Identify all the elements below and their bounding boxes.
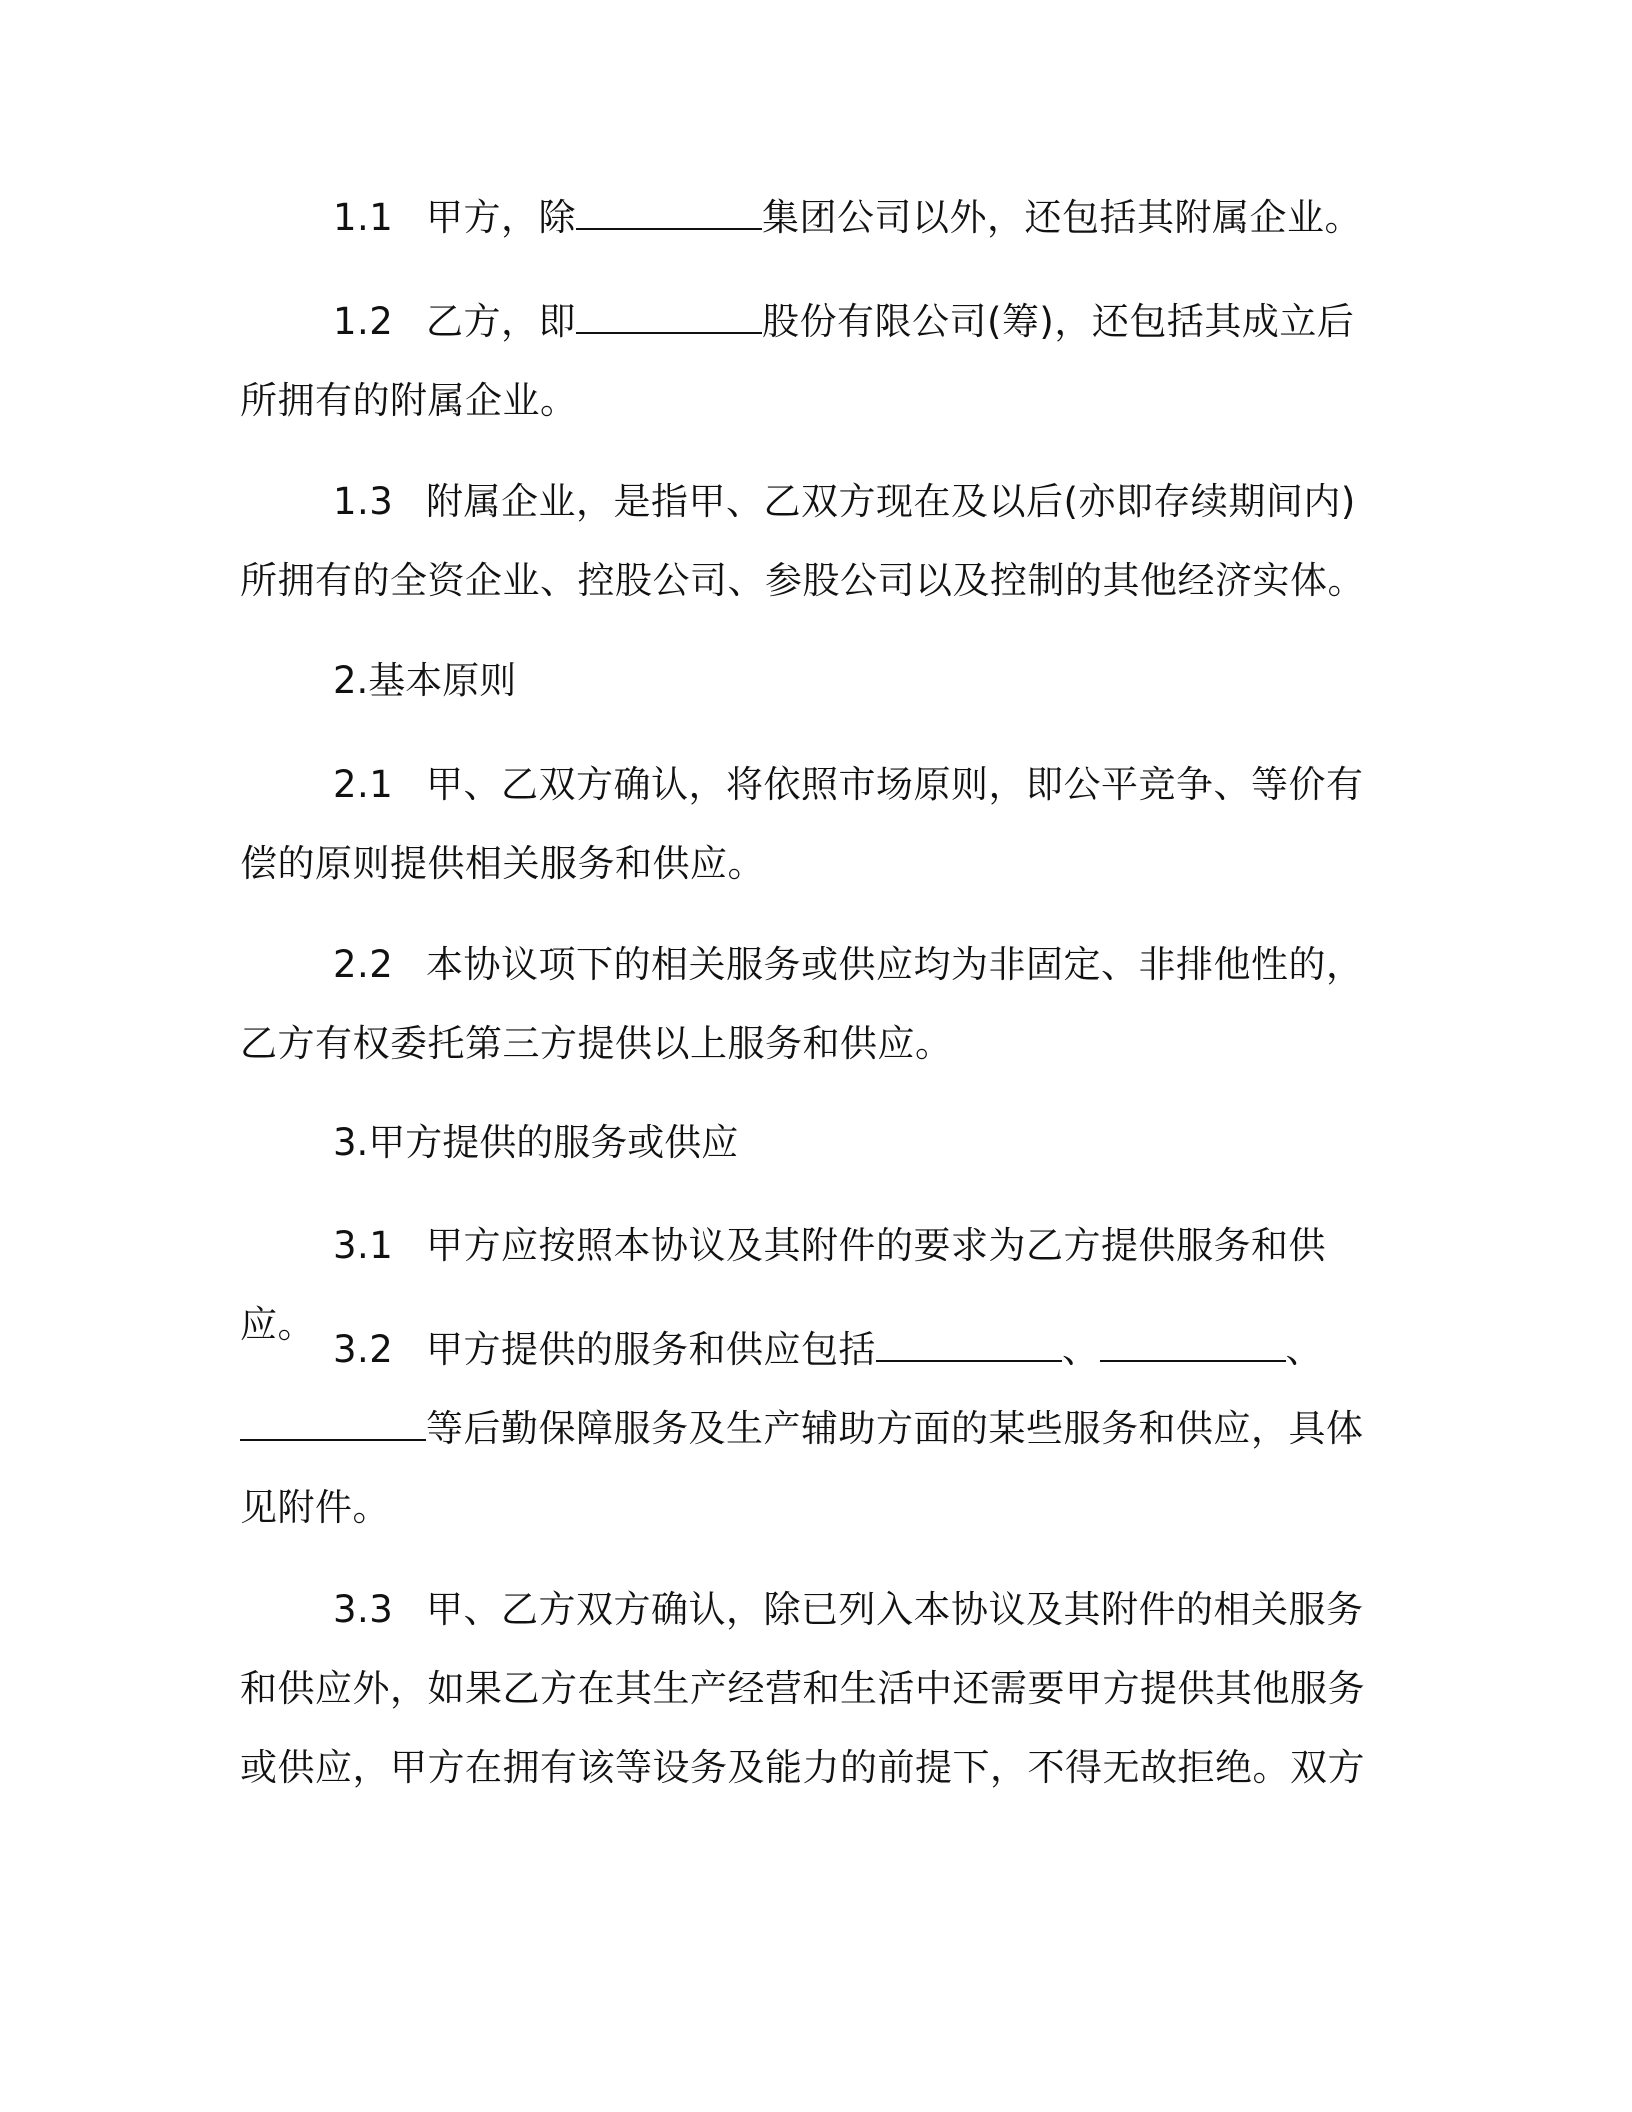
fill-blank [576, 198, 762, 230]
clause-number: 2.1 [333, 763, 394, 806]
clause-3-3 [240, 1570, 1380, 1807]
clause-2-1 [240, 745, 1380, 903]
clause-text: 甲方，除 [426, 196, 576, 239]
clause-number: 1.2 [333, 300, 394, 343]
separator: 、 [1285, 1328, 1323, 1371]
clause-number: 1.3 [333, 480, 394, 523]
clause-text: 集团公司以外，还包括其附属企业。 [762, 196, 1362, 239]
clause-number: 2.2 [333, 943, 394, 986]
section-heading-2: 2.基本原则 [333, 659, 517, 702]
clause-text: 本协议项下的相关服务或供应均为非固定、非排他性的，乙方有权委托第三方提供以上服务和供应。 [240, 943, 1364, 1065]
clause-1-2 [240, 282, 1380, 440]
fill-blank [876, 1330, 1062, 1362]
clause-text: 乙方，即 [426, 300, 576, 343]
clause-text: 股份有限公司(筹)，还包括其成立后所拥有的附属企业。 [240, 300, 1355, 422]
fill-blank [576, 302, 762, 334]
section-heading-3: 3.甲方提供的服务或供应 [333, 1121, 739, 1164]
fill-blank [1100, 1330, 1286, 1362]
clause-1-1 [240, 178, 1380, 257]
clause-text: 附属企业，是指甲、乙双方现在及以后(亦即存续期间内)所拥有的全资企业、控股公司、参股公司以及控制的其他经济实体。 [240, 480, 1365, 602]
clause-3-2 [240, 1310, 1380, 1547]
clause-text: 甲、乙方双方确认，除已列入本协议及其附件的相关服务和供应外，如果乙方在其生产经营和生活中还需要甲方提供其他服务或供应，甲方在拥有该等设务及能力的前提下，不得无故拒绝。双方 [240, 1588, 1365, 1789]
clause-number: 3.3 [333, 1588, 394, 1631]
clause-1-3 [240, 462, 1380, 620]
clause-2-2 [240, 925, 1380, 1083]
clause-text: 等后勤保障服务及生产辅助方面的某些服务和供应，具体见附件。 [240, 1407, 1364, 1529]
clause-number: 1.1 [333, 196, 394, 239]
clause-text: 甲、乙双方确认，将依照市场原则，即公平竞争、等价有偿的原则提供相关服务和供应。 [240, 763, 1364, 885]
clause-text: 甲方应按照本协议及其附件的要求为乙方提供服务和供应。 [240, 1224, 1326, 1346]
clause-number: 3.1 [333, 1224, 394, 1267]
fill-blank [240, 1409, 426, 1441]
clause-number: 3.2 [333, 1328, 394, 1371]
separator: 、 [1062, 1328, 1100, 1371]
clause-text: 甲方提供的服务和供应包括 [426, 1328, 876, 1371]
